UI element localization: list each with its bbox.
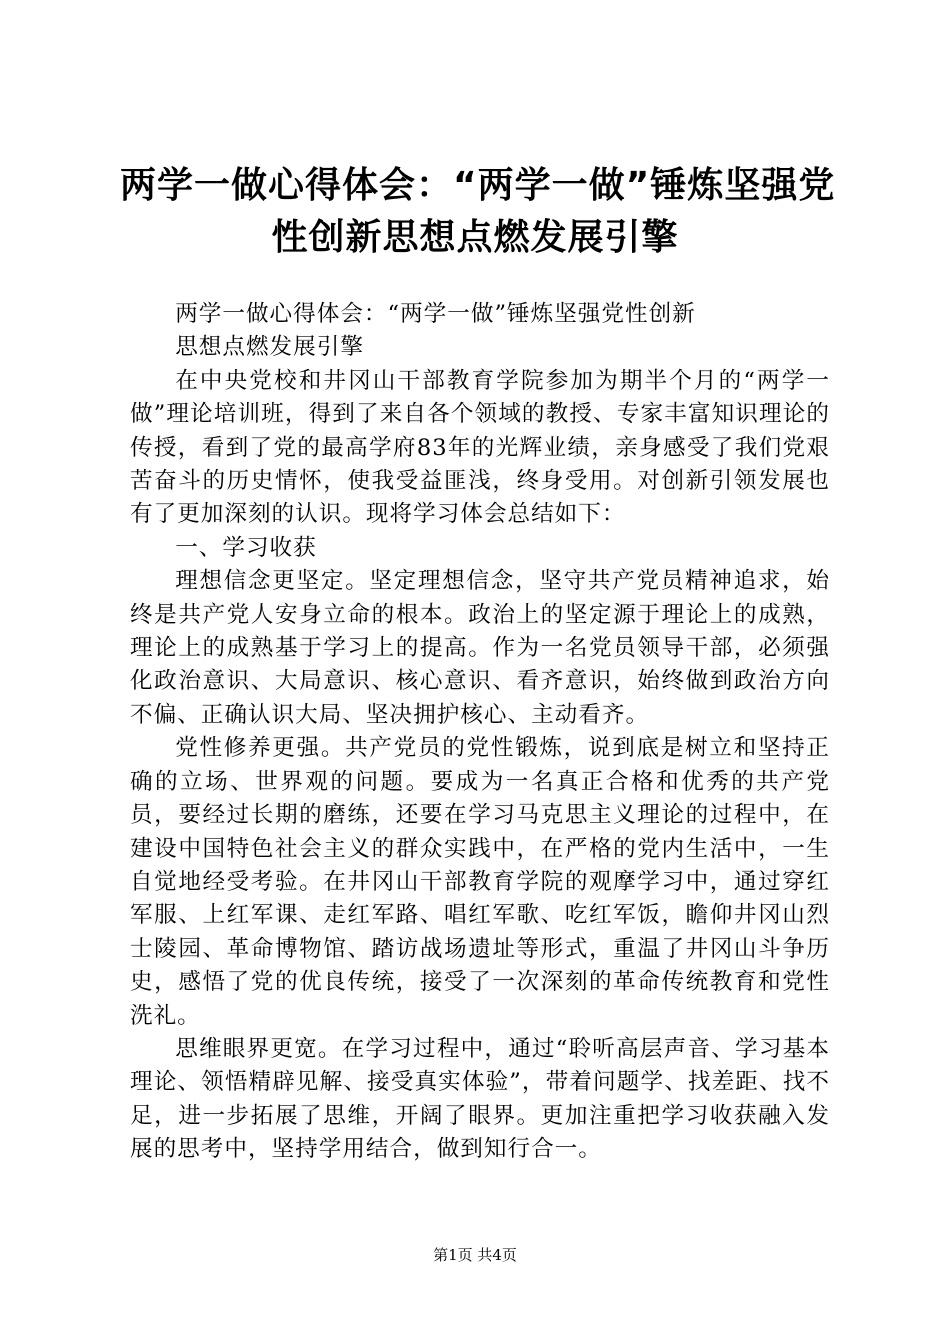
document-title bbox=[120, 160, 836, 264]
paragraph-intro: 在中央党校和井冈山干部教育学院参加为期半个月的“两学一做”理论培训班，得到了来自各个领域的教授、专家丰富知识理论的传授，看到了党的最高学府83年的光辉业绩，亲身感受了我们党艰苦奋斗的历史情怀，使我受益匪浅，终身受用。对创新引领发展也有了更加深刻的认识。现将学习体会总结如下： bbox=[130, 367, 830, 528]
paragraph-party-spirit: 党性修养更强。共产党员的党性锻炼，说到底是树立和坚持正确的立场、世界观的问题。要成为一名真正合格和优秀的共产党员，要经过长期的磨练，还要在学习马克思主义理论的过程中，在建设中国特色社会主义的群众实践中，在严格的党内生活中，一生自觉地经受考验。在井冈山干部教育学院的观摩学习中，通过穿红军服、上红军课、走红军路、唱红军歌、吃红军饭，瞻仰井冈山烈士陵园、革命博物馆、踏访战场遗址等形式，重温了井冈山斗争历史，感悟了党的优良传统，接受了一次深刻的革命传统教育和党性洗礼。 bbox=[130, 735, 830, 1029]
paragraph-ideals: 理想信念更坚定。坚定理想信念，坚守共产党员精神追求，始终是共产党人安身立命的根本。政治上的坚定源于理论上的成熟，理论上的成熟基于学习上的提高。作为一名党员领导干部，必须强化政治意识、大局意识、核心意识、看齐意识，始终做到政治方向不偏、正确认识大局、坚决拥护核心、主动看齐。 bbox=[130, 568, 830, 728]
title-line-2: 性创新思想点燃发展引擎 bbox=[271, 217, 679, 258]
page-footer: 第1页 共4页 bbox=[433, 1246, 517, 1264]
subtitle-line-1: 两学一做心得体会：“两学一做”锤炼坚强党性创新 bbox=[175, 301, 696, 327]
subtitle-line-2: 思想点燃发展引擎 bbox=[175, 334, 364, 361]
section-heading: 一、学习收获 bbox=[175, 534, 317, 561]
paragraph-thinking: 思维眼界更宽。在学习过程中，通过“聆听高层声音、学习基本理论、领悟精辟见解、接受真实体验”，带着问题学、找差距、找不足，进一步拓展了思维，开阔了眼界。更加注重把学习收获融入发展的思考中，坚持学用结合，做到知行合一。 bbox=[130, 1035, 830, 1163]
document-body bbox=[130, 298, 830, 1167]
subtitle-paragraph bbox=[130, 298, 830, 365]
title-line-1: 两学一做心得体会：“两学一做”锤炼坚强党 bbox=[120, 165, 836, 206]
